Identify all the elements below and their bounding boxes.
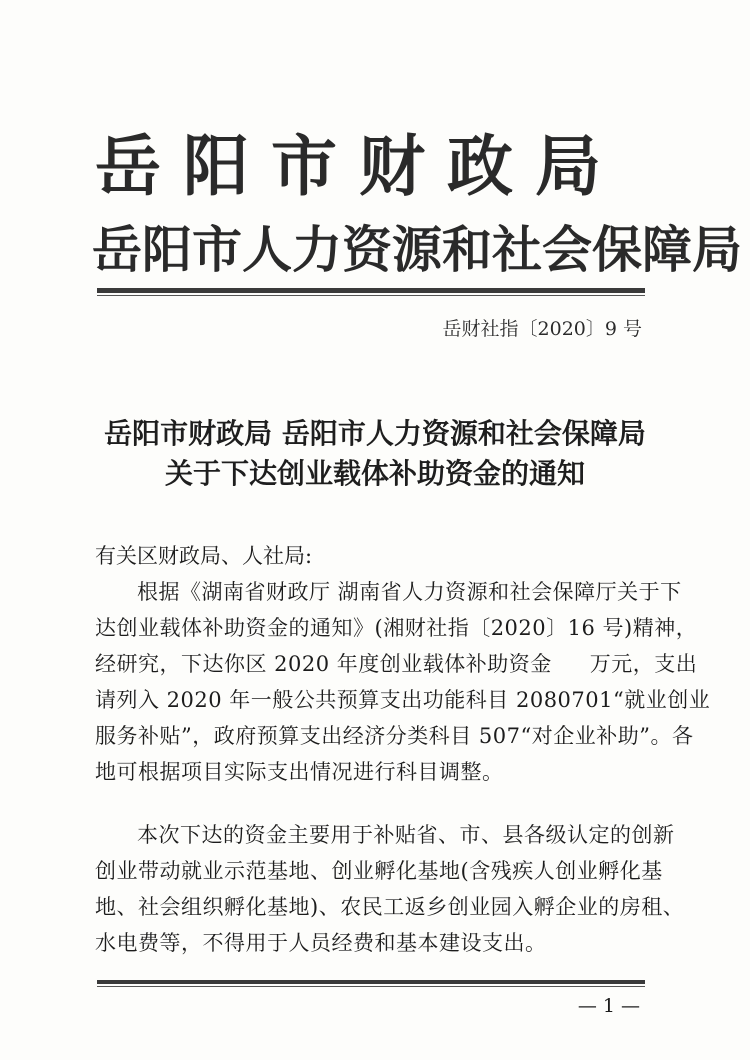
title-line-2: 关于下达创业载体补助资金的通知 [164,457,585,490]
paragraph-1 [95,574,711,790]
paragraph-1-line-2: 达创业载体补助资金的通知》(湘财社指〔2020〕16 号)精神， [95,616,698,640]
paragraph-2-line-4: 水电费等，不得用于人员经费和基本建设支出。 [95,931,547,955]
paragraph-1-line-1: 根据《湖南省财政厅 湖南省人力资源和社会保障厅关于下 [137,580,682,604]
paragraph-1-line-6: 地可根据项目实际支出情况进行科目调整。 [95,760,504,784]
footer-divider [97,980,645,984]
paragraph-1-line-3-part-b: 万元，支出 [589,652,698,676]
paragraph-2-line-2: 创业带动就业示范基地、创业孵化基地(含残疾人创业孵化基 [95,859,663,883]
paragraph-2 [95,817,685,961]
salutation: 有关区财政局、人社局: [95,544,313,568]
header-divider [97,288,645,293]
paragraph-1-line-3-part-a: 经研究，下达你区 2020 年度创业载体补助资金 [95,652,552,676]
paragraph-1-line-4: 请列入 2020 年一般公共预算支出功能科目 2080701“就业创业 [95,688,711,712]
document-title [95,414,655,494]
paragraph-2-line-3: 地、社会组织孵化基地)、农民工返乡创业园入孵企业的房租、 [95,895,685,919]
header-divider-thin [97,295,645,296]
paragraph-1-line-3 [95,646,698,682]
paragraph-1-line-5: 服务补贴”，政府预算支出经济分类科目 507“对企业补助”。各 [95,724,694,748]
title-line-1: 岳阳市财政局 岳阳市人力资源和社会保障局 [104,417,646,450]
issuing-organization-2: 岳阳市人力资源和社会保障局 [92,220,742,279]
document-number: 岳财社指〔2020〕9 号 [442,318,642,340]
footer-divider-thin [97,986,645,987]
page-number: — 1 — [577,995,640,1017]
issuing-organization-1: 岳阳市财政局 [95,127,623,205]
paragraph-2-line-1: 本次下达的资金主要用于补贴省、市、县各级认定的创新 [137,823,675,847]
